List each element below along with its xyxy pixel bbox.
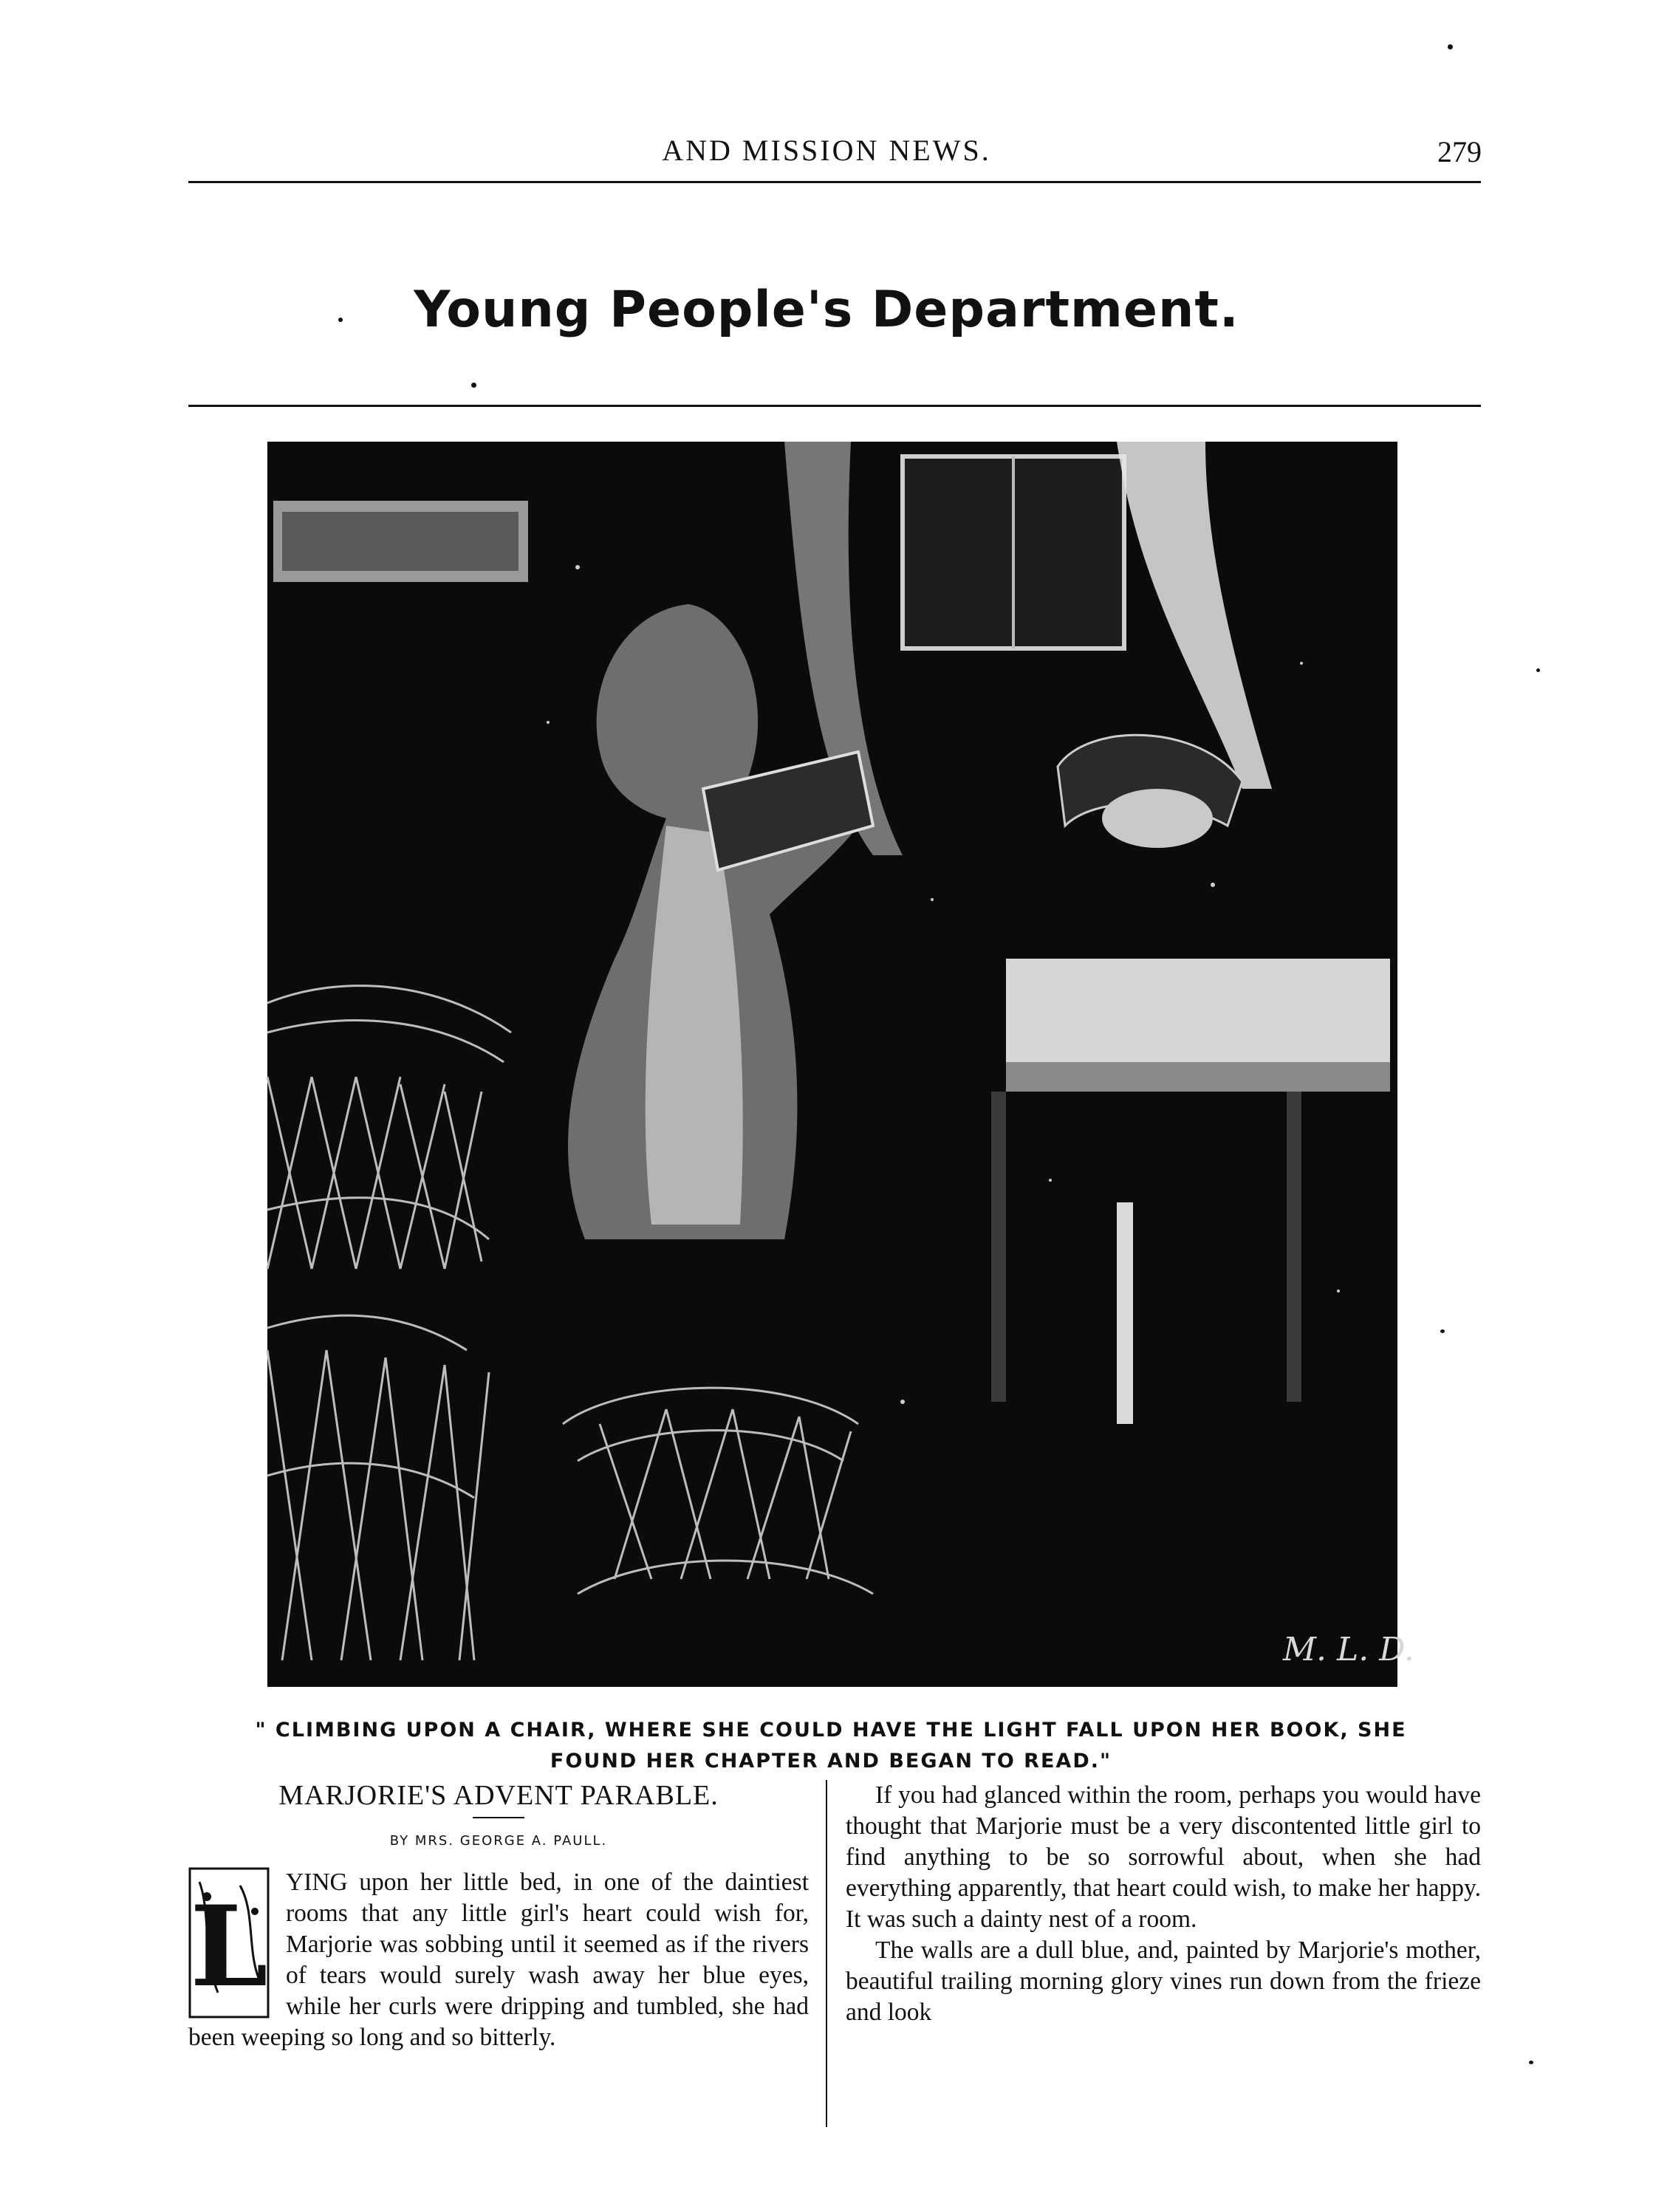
header-rule	[188, 181, 1481, 183]
title-divider	[473, 1817, 524, 1818]
engraving-scene	[267, 442, 1414, 1687]
article-right-column	[846, 1780, 1481, 2028]
caption-line-1: " CLIMBING UPON A CHAIR, WHERE SHE COULD HAVE THE LIGHT FALL UPON HER BOOK, SHE	[255, 1719, 1407, 1742]
drop-cap-letter: L	[190, 1882, 268, 2012]
lamp-globe	[1102, 789, 1213, 848]
illustration-caption	[251, 1715, 1411, 1777]
tablecloth	[1006, 959, 1390, 1062]
page-number: 279	[1437, 135, 1482, 168]
print-speck	[1440, 1329, 1445, 1333]
print-speck	[1529, 2061, 1533, 2064]
print-speck	[338, 318, 343, 322]
ornamental-drop-cap	[188, 1867, 270, 2018]
article-title: MARJORIE'S ADVENT PARABLE.	[278, 1780, 719, 1811]
column-divider	[826, 1780, 827, 2127]
article-paragraph-3: The walls are a dull blue, and, painted by Marjorie's mother, beautiful trailing morning glory vines run down from the frieze and look	[846, 1937, 1481, 2026]
title-rule	[188, 405, 1481, 407]
print-speck	[1448, 44, 1453, 49]
running-head: AND MISSION NEWS.	[662, 134, 991, 167]
artist-signature: M. L. D.	[1283, 1631, 1414, 1668]
print-speck	[1536, 668, 1540, 672]
illustration	[267, 442, 1414, 1687]
article-byline: BY MRS. GEORGE A. PAULL.	[389, 1833, 608, 1849]
article-paragraph-1: YING upon her little bed, in one of the daintiest rooms that any little girl's heart could wish for, Marjorie was sobbing until it seemed as if the rivers of tears would surely wash away her blue eyes, while her curls were dripping and tumbled, she had been weeping so long and so bitterly.	[188, 1869, 809, 2051]
article-left-column	[188, 1780, 809, 2053]
department-title: Young People's Department.	[414, 281, 1239, 339]
print-speck	[471, 383, 476, 388]
article-paragraph-2: If you had glanced within the room, perhaps you would have thought that Marjorie must be a very discontented little girl to find anything to be so sorrowful about, when she had everything apparently, that heart could wish, to make her happy. It was such a dainty nest of a room.	[846, 1781, 1481, 1933]
caption-line-2: FOUND HER CHAPTER AND BEGAN TO READ."	[550, 1750, 1112, 1773]
